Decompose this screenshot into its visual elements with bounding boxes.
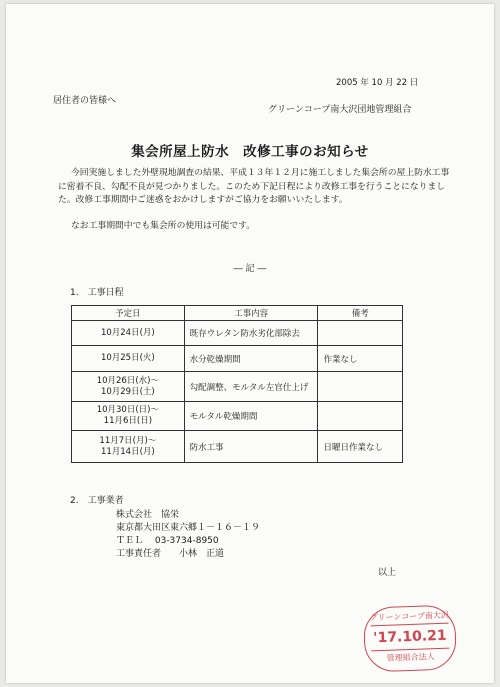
stamp-divider [371,623,449,627]
row-note [318,402,403,431]
date-text: 11月7日(月)～ [99,435,157,446]
date-text: 10月24日(月) [100,327,155,338]
contractor-address: 東京都大田区東六郷１－１６－１９ [116,523,261,533]
ki-separator: ― 記 ― [233,264,267,274]
row-note: 日曜日作業なし [318,431,403,463]
table-header-row [72,306,403,321]
row-work: 勾配調整、モルタル左官仕上げ [184,372,318,402]
date-end-text: 11月6日(日) [103,416,153,426]
date-text: 10月30日(日)～ [96,405,159,415]
recipient-line: 居住者の皆様へ [53,96,117,106]
date-end-text: 11月14日(月) [100,446,155,457]
table-row [72,346,403,372]
column-header-work: 工事内容 [184,306,318,321]
contractor-tel: ＴＥＬ 03-3734-8950 [116,536,219,546]
column-header-note: 備考 [318,306,403,321]
contractor-company: 株式会社 協栄 [116,510,180,520]
row-date [72,402,185,431]
row-work: 水分乾燥期間 [184,346,318,372]
row-note [318,321,403,346]
row-note [318,372,403,402]
row-note: 作業なし [318,346,403,372]
row-work: 既存ウレタン防水劣化部除去 [184,321,318,346]
table-row [72,372,403,402]
row-date [72,431,185,463]
table-row [72,321,403,346]
date-text: 10月25日(火) [100,353,155,363]
stamp-org-name: グリーンコープ南大沢 [369,610,450,623]
table-row [72,431,403,463]
body-paragraph-2: なお工事期間中でも集会所の使用は可能です。 [71,221,256,231]
date-end-text: 10月29日(土) [100,386,155,397]
schedule-table [71,305,403,463]
contractor-heading: 2. 工事業者 [70,496,124,506]
received-stamp [363,604,457,672]
closing-text: 以上 [378,568,397,578]
row-date [72,321,185,346]
stamp-org-type: 管理組合法人 [386,652,435,663]
row-work: 防水工事 [184,431,318,463]
date-text: 10月26日(水)～ [96,375,159,386]
schedule-heading: 1. 工事日程 [70,288,124,298]
contractor-manager: 工事責任者 小林 正道 [116,549,225,559]
body-paragraph-1: 今回実施しました外壁現地調査の結果、平成１３年１２月に施工しました集会所の屋上防水工事に密着不良、勾配不良が見つかりました。このため下記日程により改修工事を行うことになりました。改修工事期間中ご迷惑をおかけしますがご協力をお願いいたします。 [58,168,450,205]
column-header-date: 予定日 [72,306,185,321]
row-date [72,346,185,372]
row-work: モルタル乾燥期間 [184,402,318,431]
row-date [72,372,185,402]
sender-line: グリーンコープ南大沢団地管理組合 [268,105,412,115]
table-row [72,402,403,431]
document-date: 2005 年 10 月 22 日 [336,78,419,88]
document-title: 集会所屋上防水 改修工事のお知らせ [131,144,369,160]
stamp-date: '17.10.21 [373,627,447,647]
